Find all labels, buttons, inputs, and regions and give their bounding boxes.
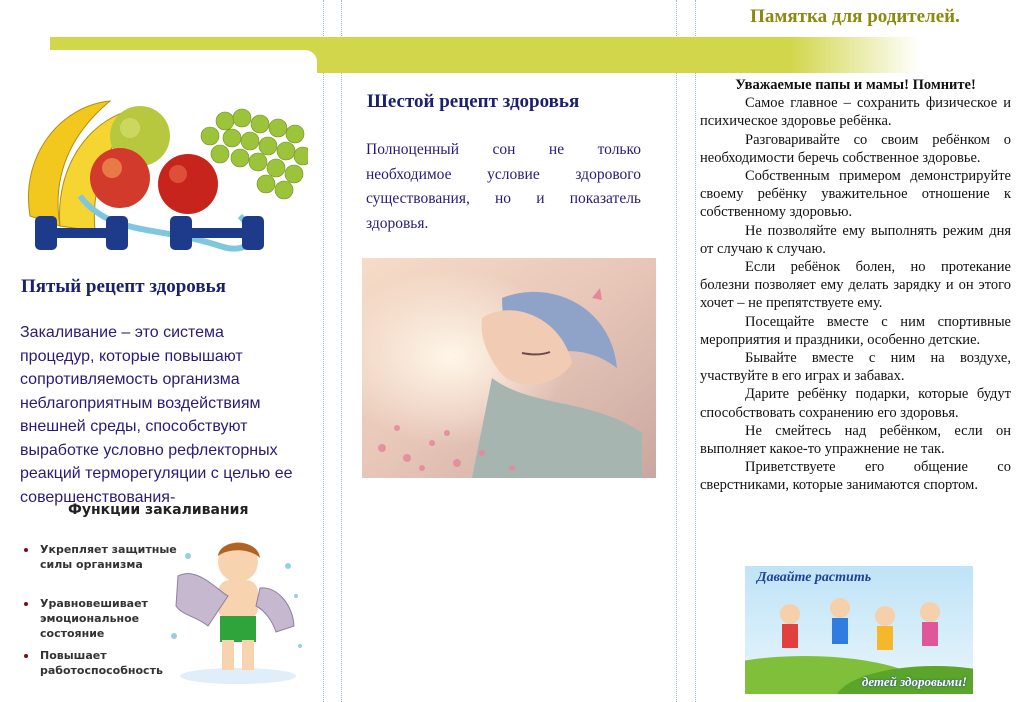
- function-item-2: Уравновешивает эмоциональное состояние: [40, 597, 148, 640]
- memo-paragraph: Разговаривайте со своим ребёнком о необходимости беречь собственное здоровье.: [700, 131, 1011, 166]
- memo-paragraph: Собственным примером демонстрируйте своему ребёнку уважительное отношение к собственному здоровью.: [700, 168, 1011, 221]
- memo-paragraph: Дарите ребёнку подарки, которые будут способствовать сохранению его здоровья.: [700, 386, 1011, 421]
- memo-paragraph: Бывайте вместе с ним на воздухе, участвуйте в его играх и забавах.: [700, 350, 1011, 385]
- banner-top-text: Давайте растить: [757, 570, 872, 585]
- memo-paragraph: Не смейтесь над ребёнком, если он выполняет какое-то упражнение не так.: [700, 422, 1011, 458]
- memo-paragraph: Посещайте вместе с ним спортивные мероприятия и праздники, особенно детские.: [700, 313, 1011, 348]
- panel2-heading: Шестой рецепт здоровья: [367, 91, 580, 112]
- memo-paragraph: Не позволяйте ему выполнять режим дня от случаю к случаю.: [700, 222, 1011, 257]
- bullet-3: [24, 654, 28, 658]
- banner-bottom-text: детей здоровыми!: [861, 674, 967, 689]
- function-item-1: Укрепляет защитные силы организма: [40, 543, 177, 571]
- panel1-tab: [0, 50, 317, 100]
- page-title: Памятка для родителей.: [750, 6, 960, 27]
- fold-guide-1: [323, 0, 324, 702]
- parents-memo: [700, 76, 1011, 495]
- panel1-heading: Пятый рецепт здоровья: [21, 276, 226, 297]
- panel1-text: Закаливание – это система процедур, которые повышают сопротивляемость организма неблагоприятным воздействиям внешней среды, способствуют выработке условно рефлекторных реакций терморегуляции с целью ее совершенствования-: [20, 324, 293, 506]
- memo-paragraph: Самое главное – сохранить физическое и психическое здоровье ребёнка.: [700, 95, 1011, 130]
- panel2-text: Полноценный сон не только необходимое условие здорового существования, но и показатель здоровья.: [366, 141, 641, 232]
- function-item-3: Повышает работоспособность: [40, 649, 163, 677]
- sleeping-woman-image: [362, 258, 656, 478]
- bullet-2: [24, 602, 28, 606]
- fruit-dumbbell-image: [20, 96, 308, 271]
- boy-with-towel-illustration: [168, 536, 308, 686]
- hardening-functions-infographic: [20, 496, 310, 696]
- fold-guide-3: [676, 0, 677, 702]
- kids-banner-image: [745, 566, 973, 694]
- memo-paragraph: Приветствуете его общение со сверстниками, которые занимаются спортом.: [700, 459, 1011, 494]
- memo-paragraph: Если ребёнок болен, но протекание болезни позволяет ему делать зарядку и он этого хочет – не препятствуете ему.: [700, 259, 1011, 312]
- functions-title: Функции закаливания: [68, 502, 249, 518]
- bullet-1: [24, 548, 28, 552]
- parents-heading: Уважаемые папы и мамы! Помните!: [735, 77, 976, 93]
